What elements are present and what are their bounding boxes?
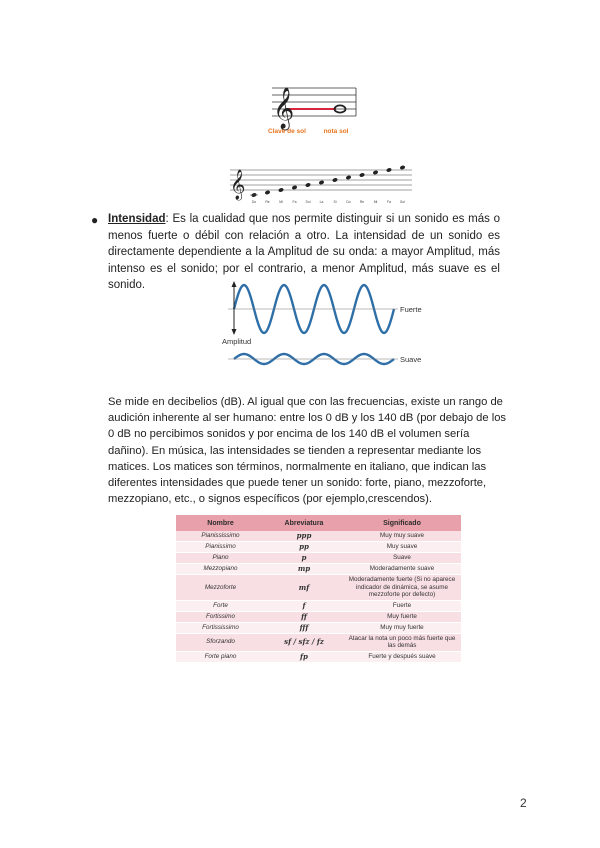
scale-note-label: Sol — [400, 200, 405, 204]
cell-abbr: mf — [265, 575, 343, 601]
cell-meaning: Suave — [343, 553, 461, 564]
ascending-scale-image — [226, 163, 416, 205]
scale-note-icon — [318, 180, 324, 185]
table-row — [176, 622, 461, 633]
treble-clef-icon: 𝄞 — [273, 88, 295, 129]
scale-note-label: Do — [346, 200, 351, 204]
table-row — [176, 651, 461, 662]
cell-meaning: Muy muy suave — [343, 531, 461, 542]
scale-figure — [226, 163, 416, 205]
scale-note-label: Re — [359, 200, 365, 204]
table-row — [176, 600, 461, 611]
scale-note-label: Mi — [279, 200, 283, 204]
cell-name: Mezzoforte — [176, 575, 265, 601]
cell-meaning: Moderadamente fuerte (Si no aparece indicador de dinámica, se asume mezzoforte por defecto) — [343, 575, 461, 601]
bullet-marker: ● — [91, 213, 99, 227]
page-number: 2 — [520, 796, 527, 810]
table-row — [176, 531, 461, 542]
cell-name: Fortissimo — [176, 611, 265, 622]
cell-meaning: Fuerte — [343, 600, 461, 611]
cell-meaning: Fuerte y después suave — [343, 651, 461, 662]
scale-note-icon — [264, 190, 270, 195]
label-fuerte: Fuerte — [400, 305, 422, 314]
scale-note-icon — [305, 182, 311, 187]
cell-abbr: fp — [265, 651, 343, 662]
scale-note-icon — [345, 175, 351, 180]
waves-image — [222, 277, 428, 369]
scale-note-label: Fa — [292, 200, 297, 204]
amplitude-waves-figure — [222, 277, 428, 369]
cell-name: Fortississimo — [176, 622, 265, 633]
header-abreviatura: Abreviatura — [265, 515, 343, 531]
cell-abbr: mp — [265, 564, 343, 575]
cell-meaning: Muy suave — [343, 542, 461, 553]
cell-name: Pianississimo — [176, 531, 265, 542]
scale-note-label: Sol — [305, 200, 311, 204]
scale-note-icon — [359, 172, 365, 177]
scale-note-icon — [386, 167, 392, 172]
table-header-row — [176, 515, 461, 531]
table-row — [176, 553, 461, 564]
table-row — [176, 564, 461, 575]
clef-figure — [268, 76, 360, 142]
scale-note-label: Fa — [387, 200, 391, 204]
scale-note-icon — [332, 177, 338, 182]
cell-abbr: p — [265, 553, 343, 564]
cell-name: Sforzando — [176, 633, 265, 651]
cell-abbr: fff — [265, 622, 343, 633]
header-nombre: Nombre — [176, 515, 265, 531]
cell-name: Piano — [176, 553, 265, 564]
decibels-paragraph: Se mide en decibelios (dB). Al igual que con las frecuencias, existe un rango de audición inherente al ser humano: entre los 0 dB y los 140 dB (por debajo de los 0 dB no percibimos sonidos y por encima de los 140 dB el volumen sería dañino). En música, las intensidades se tienden a representar mediante los matices. Los matices son términos, normalmente en italiano, que indican las diferentes intensidades que puede tener un sonido: forte, piano, mezzoforte, mezzopiano, etc., o signos específicos (por ejemplo,crescendos). — [108, 396, 507, 506]
scale-note-label: Mi — [373, 200, 378, 204]
cell-meaning: Muy muy fuerte — [343, 622, 461, 633]
cell-meaning: Atacar la nota un poco más fuerte que las demás — [343, 633, 461, 651]
cell-abbr: ff — [265, 611, 343, 622]
table-row — [176, 575, 461, 601]
dynamics-table — [176, 515, 461, 663]
scale-note-icon — [399, 165, 405, 170]
intensidad-text: : Es la cualidad que nos permite distinguir si un sonido es más o menos fuerte o débil con relación a otro. La intensidad de un sonido es directamente dependiente a la Amplitud de su onda: a mayor Amplitud, más intenso es el sonido; por el contrario, a menor Amplitud, más suave es el sonido. — [108, 213, 500, 292]
table-row — [176, 633, 461, 651]
label-amplitud: Amplitud — [222, 337, 252, 346]
scale-note-icon — [372, 170, 378, 175]
caption-nota-sol: nota sol — [323, 128, 349, 135]
cell-name: Mezzopiano — [176, 564, 265, 575]
cell-abbr: sf / sfz / fz — [265, 633, 343, 651]
scale-treble-clef-icon: 𝄞 — [230, 170, 246, 200]
table-row — [176, 542, 461, 553]
scale-note-label: Do — [251, 200, 257, 204]
cell-name: Pianissimo — [176, 542, 265, 553]
label-suave: Suave — [400, 355, 422, 364]
scale-note-label: Si — [333, 200, 337, 204]
cell-abbr: f — [265, 600, 343, 611]
table-row — [176, 611, 461, 622]
cell-name: Forte — [176, 600, 265, 611]
term-intensidad: Intensidad — [108, 213, 166, 225]
scale-note-icon — [291, 185, 297, 190]
caption-clave-de-sol: Clave de sol — [268, 128, 306, 135]
cell-meaning: Muy fuerte — [343, 611, 461, 622]
cell-abbr: ppp — [265, 531, 343, 542]
cell-name: Forte piano — [176, 651, 265, 662]
cell-meaning: Moderadamente suave — [343, 564, 461, 575]
cell-abbr: pp — [265, 542, 343, 553]
scale-note-label: La — [319, 200, 324, 204]
header-significado: Significado — [343, 515, 461, 531]
scale-note-icon — [278, 187, 284, 192]
scale-note-label: Re — [265, 200, 270, 204]
